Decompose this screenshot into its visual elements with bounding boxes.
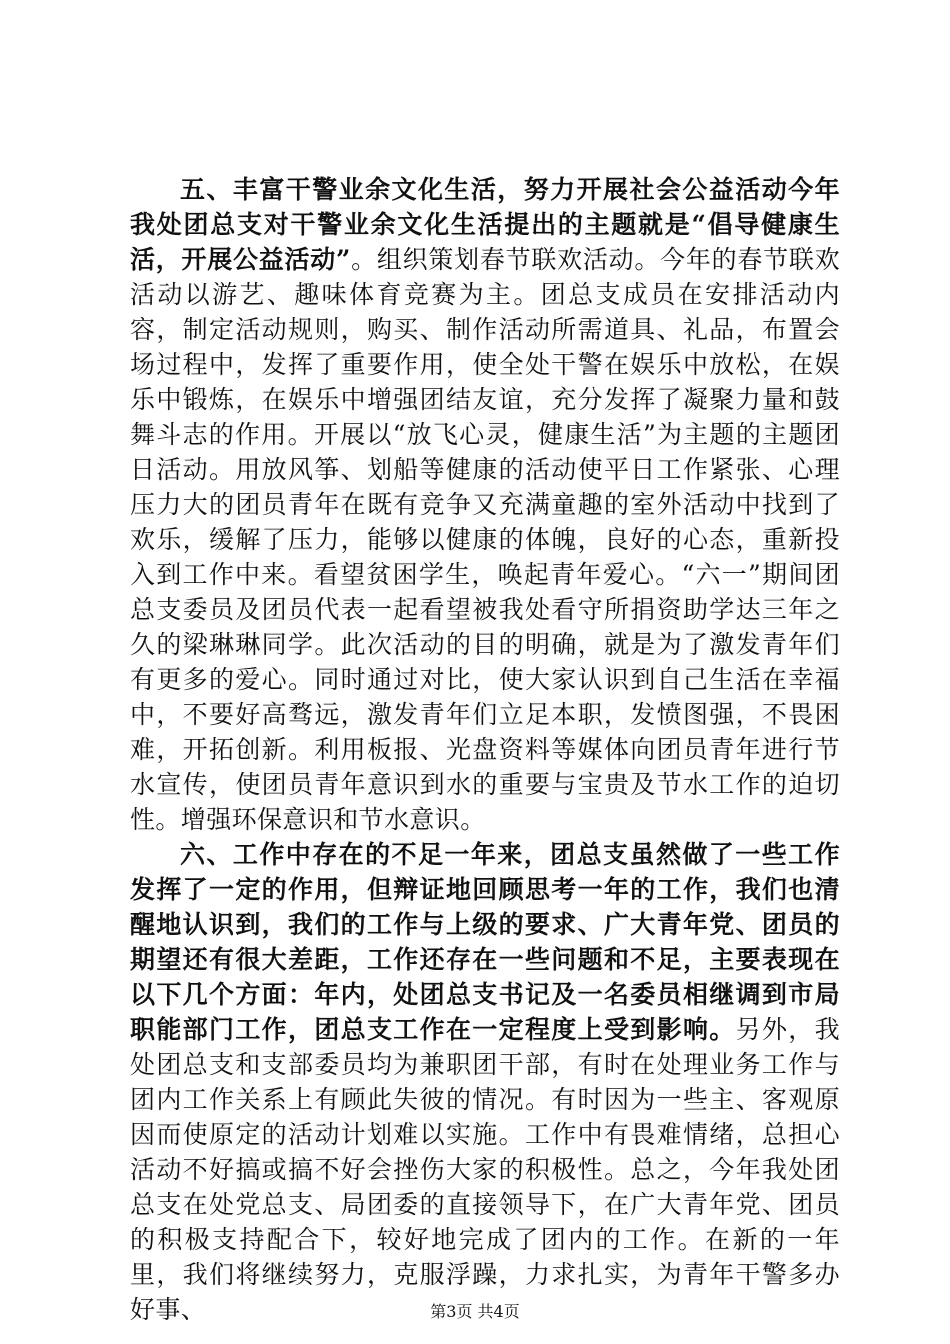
paragraph-lead: 六、工作中存在的不足一年来，团总支虽然做了一些工作发挥了一定的作用，但辩证地回顾思考一年的工作，我们也清醒地认识到，我们的工作与上级的要求、广大青年党、团员的期望还有很大差距，工作还存在一些问题和不足，主要表现在以下几个方面：年内，处团总支书记及一名委员相继调到市局职能部门工作，团总支工作在一定程度上受到影响。 xyxy=(130,840,840,1044)
paragraph-section-six xyxy=(130,837,840,1327)
document-body xyxy=(130,172,840,1327)
paragraph-lead: 五、丰富干警业余文化生活，努力开展社会公益活动今年我处团总支对干警业余文化生活提出的主题就是“倡导健康生活，开展公益活动” xyxy=(130,175,840,274)
paragraph-text: 。组织策划春节联欢活动。今年的春节联欢活动以游艺、趣味体育竞赛为主。团总支成员在安排活动内容，制定活动规则，购买、制作活动所需道具、礼品，布置会场过程中，发挥了重要作用，使全处干警在娱乐中放松，在娱乐中锻炼，在娱乐中增强团结友谊，充分发挥了凝聚力量和鼓舞斗志的作用。开展以“放飞心灵，健康生活”为主题的主题团日活动。用放风筝、划船等健康的活动使平日工作紧张、心理压力大的团员青年在既有竞争又充满童趣的室外活动中找到了欢乐，缓解了压力，能够以健康的体魄，良好的心态，重新投入到工作中来。看望贫困学生，唤起青年爱心。“六一”期间团总支委员及团员代表一起看望被我处看守所捐资助学达三年之久的梁琳琳同学。此次活动的目的明确，就是为了激发青年们有更多的爱心。同时通过对比，使大家认识到自己生活在幸福中，不要好高骛远，激发青年们立足本职，发愤图强，不畏困难，开拓创新。利用板报、光盘资料等媒体向团员青年进行节水宣传，使团员青年意识到水的重要与宝贵及节水工作的迫切性。增强环保意识和节水意识。 xyxy=(130,245,841,834)
paragraph-text: 另外，我处团总支和支部委员均为兼职团干部，有时在处理业务工作与团内工作关系上有顾此失彼的情况。有时因为一些主、客观原因而使原定的活动计划难以实施。工作中有畏难情绪，总担心活动不好搞或搞不好会挫伤大家的积极性。总之，今年我处团总支在处党总支、局团委的直接领导下，在广大青年党、团员的积极支持配合下，较好地完成了团内的工作。在新的一年里，我们将继续努力，克服浮躁，力求扎实，为青年干警多办好事、 xyxy=(130,1015,841,1324)
page-number-footer: 第3页 共4页 xyxy=(430,1302,520,1321)
paragraph-section-five xyxy=(130,172,840,837)
